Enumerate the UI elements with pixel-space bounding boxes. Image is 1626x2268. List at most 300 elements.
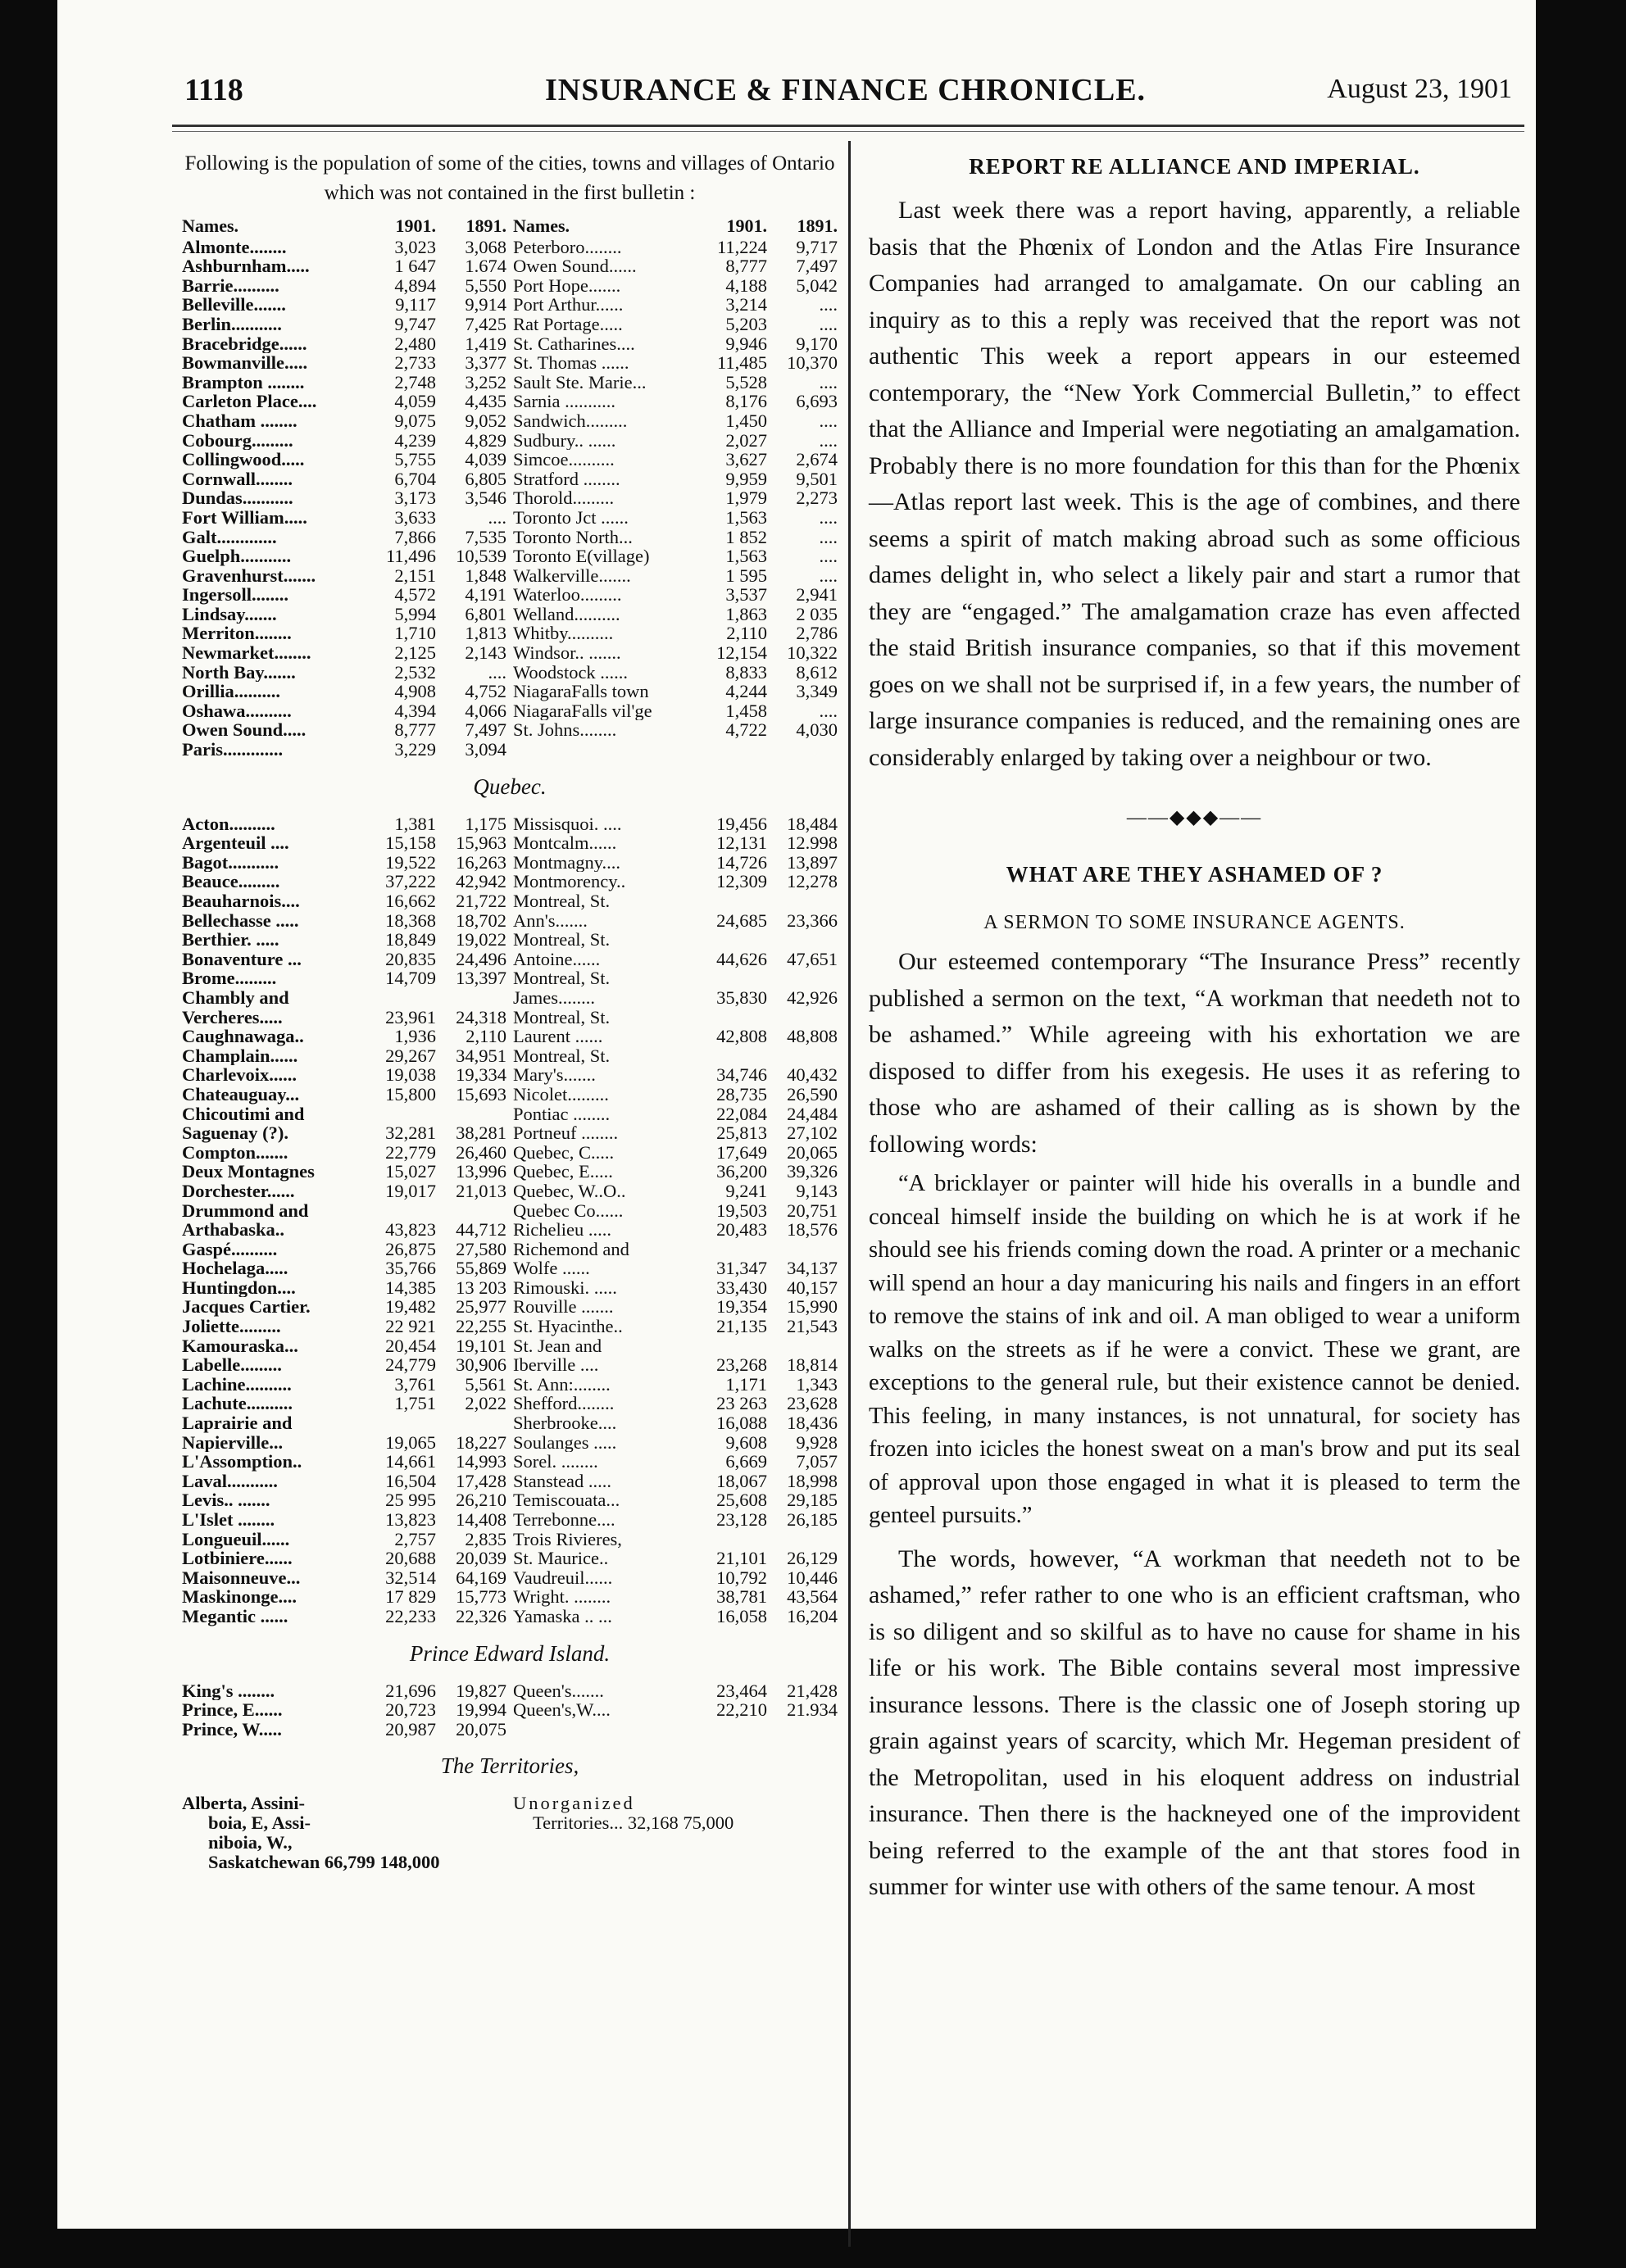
population-1891: 20,075 [456, 1718, 506, 1740]
place-name: Montreal, St. [513, 1046, 611, 1066]
population-1891: 39,326 [787, 1161, 838, 1182]
population-1901: 29,267 [385, 1045, 436, 1066]
place-name: Berlin........... [182, 314, 282, 334]
place-name: Toronto E(village) [513, 547, 650, 566]
place-name: Bonaventure ... [182, 949, 302, 969]
population-1901: 20,723 [385, 1699, 436, 1721]
population-1901: 35,830 [716, 987, 767, 1008]
place-name: Montreal, St. [513, 930, 611, 950]
population-1901: 9,117 [395, 294, 436, 315]
population-1891: 19,101 [456, 1335, 506, 1356]
article2-paragraph-2: The words, however, “A workman that needeth not to be ashamed,” refer rather to one who is an efficient craftsman, who is so diligent and so skilful as to have no cause for shame in his life or his work. The Bible contains several most impressive insurance lessons. There is the classic one of Joseph storing up grain against years of scarcity, which Mr. Hegeman president of the Metropolitan, used in his eloquent address on industrial insurance. Then there is the hackneyed one of the improvident being referred to the example of the ant that stores food in summer for winter use with others of the same tenour. A most [869, 1545, 1520, 1900]
population-1891: 9,143 [796, 1180, 838, 1201]
place-name: Woodstock ...... [513, 662, 629, 683]
population-1901: 3,633 [394, 506, 436, 528]
population-1891: 15,693 [456, 1083, 506, 1105]
table-row [513, 701, 838, 721]
population-1891 [767, 1336, 838, 1356]
table-row [513, 334, 838, 354]
place-name: Laprairie and [182, 1413, 293, 1433]
table-row [513, 1123, 838, 1143]
population-1891: 7,425 [465, 313, 506, 334]
place-name: Vercheres..... [182, 1007, 283, 1027]
place-name: St. Thomas ...... [513, 353, 629, 373]
population-1891: 4,829 [465, 429, 506, 451]
population-1891: 1.674 [465, 256, 506, 277]
population-1901: 9,747 [394, 313, 436, 334]
table-row [513, 968, 838, 988]
population-1891: 34,951 [456, 1045, 506, 1066]
population-1891: 7,057 [796, 1451, 838, 1472]
population-1901: 19,482 [385, 1296, 436, 1318]
intro-text: Following is the population of some of the cities, towns and villages of Ontario which was not contained in the first bulletin : [184, 152, 835, 204]
population-1901: 4,239 [394, 429, 436, 451]
territories-line: Saskatchewan 66,799 148,000 [208, 1852, 440, 1873]
table-header [182, 216, 506, 236]
table-row [182, 276, 506, 296]
population-1891: .... [819, 313, 838, 334]
table-row [182, 1046, 506, 1066]
population-1891: 6,801 [465, 603, 506, 624]
table-row [513, 872, 838, 891]
population-1901: 2,748 [394, 371, 436, 392]
place-name: Richelieu ..... [513, 1220, 611, 1240]
population-1901: 15,027 [385, 1161, 436, 1182]
population-1901: 19,017 [385, 1180, 436, 1201]
population-1901: 3,173 [394, 488, 436, 509]
population-1901: 33,430 [716, 1277, 767, 1298]
population-1901: 15,800 [385, 1083, 436, 1105]
population-1901: 1,563 [725, 506, 767, 528]
place-name: Queen's....... [513, 1681, 604, 1701]
population-1901: 3,627 [725, 449, 767, 470]
population-1901: 18,067 [716, 1470, 767, 1491]
place-name: Laurent ...... [513, 1027, 603, 1046]
population-1891: 34,137 [787, 1258, 838, 1279]
population-1901: 28,735 [716, 1083, 767, 1105]
table-row [182, 682, 506, 701]
population-1891 [767, 891, 838, 911]
table-row [513, 1700, 838, 1720]
place-name: Stratford ........ [513, 469, 620, 489]
population-1901: 3,537 [725, 584, 767, 606]
population-1901: 1,710 [394, 623, 436, 644]
population-1891 [767, 1240, 838, 1259]
population-1901: 4,394 [394, 700, 436, 721]
population-1891: 4,191 [465, 584, 506, 606]
table-row [513, 566, 838, 586]
table-row [182, 1008, 506, 1027]
population-1891: 38,281 [456, 1123, 506, 1144]
place-name: Maisonneuve... [182, 1567, 301, 1588]
place-name: Argenteuil .... [182, 833, 289, 853]
ontario-table [182, 216, 838, 760]
place-name: Chatham ........ [182, 411, 297, 431]
population-1901: 3,023 [394, 236, 436, 257]
population-1891: 7,535 [465, 526, 506, 547]
place-name: Dorchester...... [182, 1181, 295, 1201]
table-row [513, 1162, 838, 1182]
table-row [182, 1027, 506, 1046]
population-1891: 19,994 [456, 1699, 506, 1721]
place-name: Bellechasse ..... [182, 910, 299, 931]
place-name: Montreal, St. [513, 1007, 611, 1027]
table-row [182, 1681, 506, 1701]
table-row [182, 701, 506, 721]
population-1901: 19,456 [716, 813, 767, 834]
population-1901: 20,483 [716, 1219, 767, 1241]
place-name: Bagot........... [182, 852, 279, 873]
table-row [182, 1394, 506, 1413]
place-name: Cobourg......... [182, 430, 293, 451]
population-1901 [697, 1240, 767, 1259]
table-row [513, 1472, 838, 1491]
population-1901: 11,485 [716, 352, 767, 374]
population-1891 [436, 1105, 506, 1124]
table-row [513, 814, 838, 834]
population-1891: 23,366 [787, 909, 838, 931]
population-1901: 5,994 [394, 603, 436, 624]
pei-right-rows [513, 1681, 838, 1740]
table-row [182, 950, 506, 969]
population-1901 [697, 891, 767, 911]
population-1891: 4,039 [465, 449, 506, 470]
population-1891: 26,590 [787, 1083, 838, 1105]
population-1901: 1,936 [394, 1026, 436, 1047]
population-1901: 16,504 [385, 1470, 436, 1491]
population-1901: 6,704 [394, 468, 436, 489]
population-1891: 15,990 [787, 1296, 838, 1318]
place-name: Sorel. ........ [513, 1452, 598, 1472]
place-name: Prince, E...... [182, 1700, 283, 1720]
article2-quote: “A bricklayer or painter will hide his overalls in a bundle and conceal himself inside the building on which he is at work if he should see his friends coming down the road. A printer or a mechanic will spend an hour a day manicuring his nails and fingers in an effort to remove the stains of ink and oil. A man obliged to wear a uniform walks on the streets as if he were a convict. These we grant, are exceptions to the general rule, but their existence cannot be denied. This feeling, in many instances, is not unnatural, for society has frozen into icicles the honest sweat on a man's brow and put its seal of approval upon those engaged in what it is pleased to term the genteel pursuits.” [869, 1171, 1520, 1528]
place-name: Terrebonne.... [513, 1510, 615, 1530]
population-1901: 4,188 [725, 274, 767, 296]
population-1891: 24,484 [787, 1103, 838, 1124]
territories-line: Unorganized [513, 1793, 635, 1814]
table-row [513, 238, 838, 257]
population-1891: 3,094 [465, 739, 506, 760]
place-name: Lindsay....... [182, 604, 277, 624]
population-1891: 3,252 [465, 371, 506, 392]
population-1891: 26,460 [456, 1141, 506, 1163]
population-1901 [697, 1046, 767, 1066]
table-row [182, 392, 506, 411]
table-row [182, 1259, 506, 1278]
population-1891: 1,343 [796, 1373, 838, 1395]
population-1891: 10,322 [787, 642, 838, 664]
place-name: Gaspé.......... [182, 1239, 278, 1259]
place-name: Walkerville....... [513, 565, 631, 586]
scan-border-bottom [0, 2229, 1626, 2268]
table-row [513, 833, 838, 853]
population-1901: 5,528 [725, 371, 767, 392]
population-1901: 12,154 [716, 642, 767, 664]
place-name: L'Islet ........ [182, 1510, 275, 1530]
population-1901: 20,987 [385, 1718, 436, 1740]
population-1891: 4,752 [465, 681, 506, 702]
table-row [182, 740, 506, 760]
place-name: Labelle......... [182, 1355, 282, 1375]
place-name: Quebec Co...... [513, 1200, 624, 1221]
place-name: Bracebridge...... [182, 333, 307, 354]
population-1891: 2,022 [465, 1393, 506, 1414]
table-row [182, 1201, 506, 1221]
table-row [182, 315, 506, 334]
territories-right [513, 1794, 838, 1872]
population-1901: 34,746 [716, 1064, 767, 1086]
population-1891: 14,993 [456, 1451, 506, 1472]
table-row [513, 1278, 838, 1298]
population-1901 [366, 988, 436, 1008]
population-1901: 2,125 [394, 642, 436, 664]
header-rule-thin [172, 131, 1524, 132]
table-row [513, 1065, 838, 1085]
population-1891: 10,370 [787, 352, 838, 374]
population-1891 [436, 988, 506, 1008]
place-name: Simcoe.......... [513, 450, 615, 469]
population-1901: 42,808 [716, 1026, 767, 1047]
place-name: NiagaraFalls vil'ge [513, 701, 652, 721]
population-1901: 9,608 [725, 1431, 767, 1453]
place-name: St. Catharines.... [513, 333, 635, 354]
population-1891: 7,497 [796, 256, 838, 277]
table-row [513, 1452, 838, 1472]
place-name: Deux Montagnes [182, 1162, 315, 1182]
place-name: Napierville... [182, 1432, 284, 1453]
population-1901: 32,514 [385, 1567, 436, 1588]
population-1891: .... [819, 506, 838, 528]
table-row [182, 547, 506, 566]
population-1901: 19,354 [716, 1296, 767, 1318]
table-row [513, 276, 838, 296]
place-name: Montreal, St. [513, 968, 611, 988]
population-1901: 25 995 [385, 1490, 436, 1511]
population-1901: 20,835 [385, 948, 436, 969]
place-name: Pontiac ........ [513, 1104, 611, 1124]
population-1901: 38,781 [716, 1586, 767, 1608]
population-1891: 27,102 [787, 1123, 838, 1144]
place-name: St. Hyacinthe.. [513, 1317, 623, 1336]
table-row [182, 295, 506, 315]
ontario-right-rows [513, 238, 838, 740]
place-name: Quebec, C..... [513, 1142, 615, 1163]
population-1901 [697, 968, 767, 988]
table-row [513, 1336, 838, 1356]
population-1901: 8,777 [394, 719, 436, 741]
population-1901: 24,685 [716, 909, 767, 931]
place-name: Rimouski. ..... [513, 1277, 617, 1298]
place-name: James........ [513, 987, 595, 1008]
place-name: Gravenhurst....... [182, 565, 316, 586]
table-row [182, 469, 506, 489]
population-1901: 9,075 [394, 410, 436, 431]
population-1901: 3,214 [725, 294, 767, 315]
place-name: Ann's....... [513, 910, 588, 931]
place-name: Windsor.. ....... [513, 643, 621, 663]
population-1891: 22,255 [456, 1316, 506, 1337]
population-1891: 25,977 [456, 1296, 506, 1318]
table-row [513, 1375, 838, 1395]
population-1901: 16,088 [716, 1413, 767, 1434]
quebec-right-rows [513, 814, 838, 1626]
population-1901: 4,908 [394, 681, 436, 702]
population-1891: 40,432 [787, 1064, 838, 1086]
place-name: Dundas........... [182, 488, 293, 508]
population-1901: 12,131 [716, 832, 767, 854]
place-name: Yamaska .. ... [513, 1606, 612, 1626]
table-row [182, 238, 506, 257]
population-1891 [767, 1046, 838, 1066]
article1-heading: REPORT RE ALLIANCE AND IMPERIAL. [969, 154, 1420, 179]
population-1901 [366, 1413, 436, 1433]
table-row [513, 392, 838, 411]
population-1891: 17,428 [456, 1470, 506, 1491]
place-name: Wolfe ...... [513, 1259, 590, 1278]
place-name: Kamouraska... [182, 1336, 298, 1356]
table-row [182, 1510, 506, 1530]
population-1901: 2,480 [394, 333, 436, 354]
population-1891: 4,435 [465, 391, 506, 412]
population-1901: 19,503 [716, 1200, 767, 1221]
population-1891: 2,110 [466, 1026, 506, 1047]
header-1891: 1891. [466, 215, 506, 236]
population-1901: 44,626 [716, 948, 767, 969]
table-row [182, 833, 506, 853]
population-tables [182, 149, 838, 1872]
population-1891: 20,065 [787, 1141, 838, 1163]
scan-border-right [1536, 0, 1626, 2268]
column-divider [848, 141, 851, 2247]
place-name: Galt............. [182, 527, 277, 547]
population-1901 [366, 1105, 436, 1124]
population-1891: .... [819, 371, 838, 392]
place-name: Quebec, E..... [513, 1162, 613, 1182]
population-1891: 2,786 [796, 623, 838, 644]
population-1891: 27,580 [456, 1238, 506, 1259]
population-1891: 18,702 [456, 909, 506, 931]
table-row [513, 1201, 838, 1221]
table-row [182, 1375, 506, 1395]
place-name: Chambly and [182, 987, 289, 1008]
population-1901: 23 263 [716, 1393, 767, 1414]
place-name: Sandwich......... [513, 411, 628, 431]
quebec-left-rows [182, 814, 506, 1626]
population-1891: 42,942 [456, 871, 506, 892]
place-name: Orillia.......... [182, 682, 280, 701]
population-1891: .... [488, 506, 506, 528]
table-row [182, 1568, 506, 1588]
population-1901: 23,128 [716, 1509, 767, 1530]
population-1891: 26,185 [787, 1509, 838, 1530]
table-row [182, 605, 506, 624]
place-name: Stanstead ..... [513, 1471, 611, 1491]
population-1891: 9,052 [465, 410, 506, 431]
table-row [513, 950, 838, 969]
table-row [182, 353, 506, 373]
population-1891: 10,539 [456, 546, 506, 567]
ontario-left-rows [182, 238, 506, 760]
table-row [513, 663, 838, 683]
population-1891: 3,546 [465, 488, 506, 509]
table-row [513, 624, 838, 643]
population-1891: 14,408 [456, 1509, 506, 1530]
table-row [513, 930, 838, 950]
table-row [182, 1530, 506, 1549]
table-row [182, 1105, 506, 1124]
table-row [182, 1278, 506, 1298]
place-name: Brampton ........ [182, 372, 305, 392]
place-name: Barrie.......... [182, 275, 279, 296]
population-1891 [767, 1008, 838, 1027]
population-1901: 1,171 [725, 1373, 767, 1395]
table-row [513, 1182, 838, 1201]
table-row [182, 1607, 506, 1626]
table-row [513, 1490, 838, 1510]
population-1891: .... [488, 661, 506, 683]
table-row [513, 431, 838, 451]
population-1901: 1 647 [394, 256, 436, 277]
place-name: Hochelaga..... [182, 1259, 288, 1278]
table-row [182, 1143, 506, 1163]
population-1901: 14,726 [716, 851, 767, 873]
population-1901 [697, 1008, 767, 1027]
pei-left-rows [182, 1681, 506, 1740]
population-1901: 16,662 [385, 891, 436, 911]
place-name: Toronto North... [513, 527, 633, 547]
table-row [182, 1240, 506, 1259]
population-1891 [436, 1413, 506, 1433]
population-1901: 4,059 [394, 391, 436, 412]
table-row [182, 1700, 506, 1720]
population-1901: 21,696 [385, 1680, 436, 1701]
table-row [182, 853, 506, 873]
place-name: Rouville ....... [513, 1297, 614, 1318]
header-names: Names. [182, 216, 239, 236]
place-name: Ashburnham..... [182, 256, 310, 276]
place-name: Laval........... [182, 1471, 278, 1491]
table-row [182, 1433, 506, 1453]
territories-line: Alberta, Assini- [182, 1793, 306, 1814]
population-1901: 1,979 [725, 488, 767, 509]
population-1891: .... [819, 526, 838, 547]
population-1901: 1,751 [394, 1393, 436, 1414]
population-1901: 8,176 [725, 391, 767, 412]
population-1901: 1 595 [725, 565, 767, 586]
table-row [513, 450, 838, 469]
place-name: Arthabaska.. [182, 1220, 285, 1240]
table-row [513, 1085, 838, 1105]
population-1891: 3,349 [796, 681, 838, 702]
population-1891: 20,039 [456, 1548, 506, 1569]
place-name: Mary's....... [513, 1065, 596, 1085]
table-row [513, 891, 838, 911]
population-1891: 21,428 [787, 1680, 838, 1701]
population-1891: .... [819, 700, 838, 721]
table-row [513, 547, 838, 566]
population-1891: 6,693 [796, 391, 838, 412]
population-1891: 1,848 [465, 565, 506, 586]
population-1891: 2 035 [796, 603, 838, 624]
place-name: Sherbrooke.... [513, 1413, 617, 1433]
population-1891: 30,906 [456, 1354, 506, 1376]
population-1891: 13,996 [456, 1161, 506, 1182]
place-name: Queen's,W.... [513, 1700, 611, 1720]
table-row [182, 1123, 506, 1143]
place-name: Lachine.......... [182, 1374, 292, 1395]
population-1901: 9,946 [725, 333, 767, 354]
population-1901: 2,757 [394, 1528, 436, 1549]
